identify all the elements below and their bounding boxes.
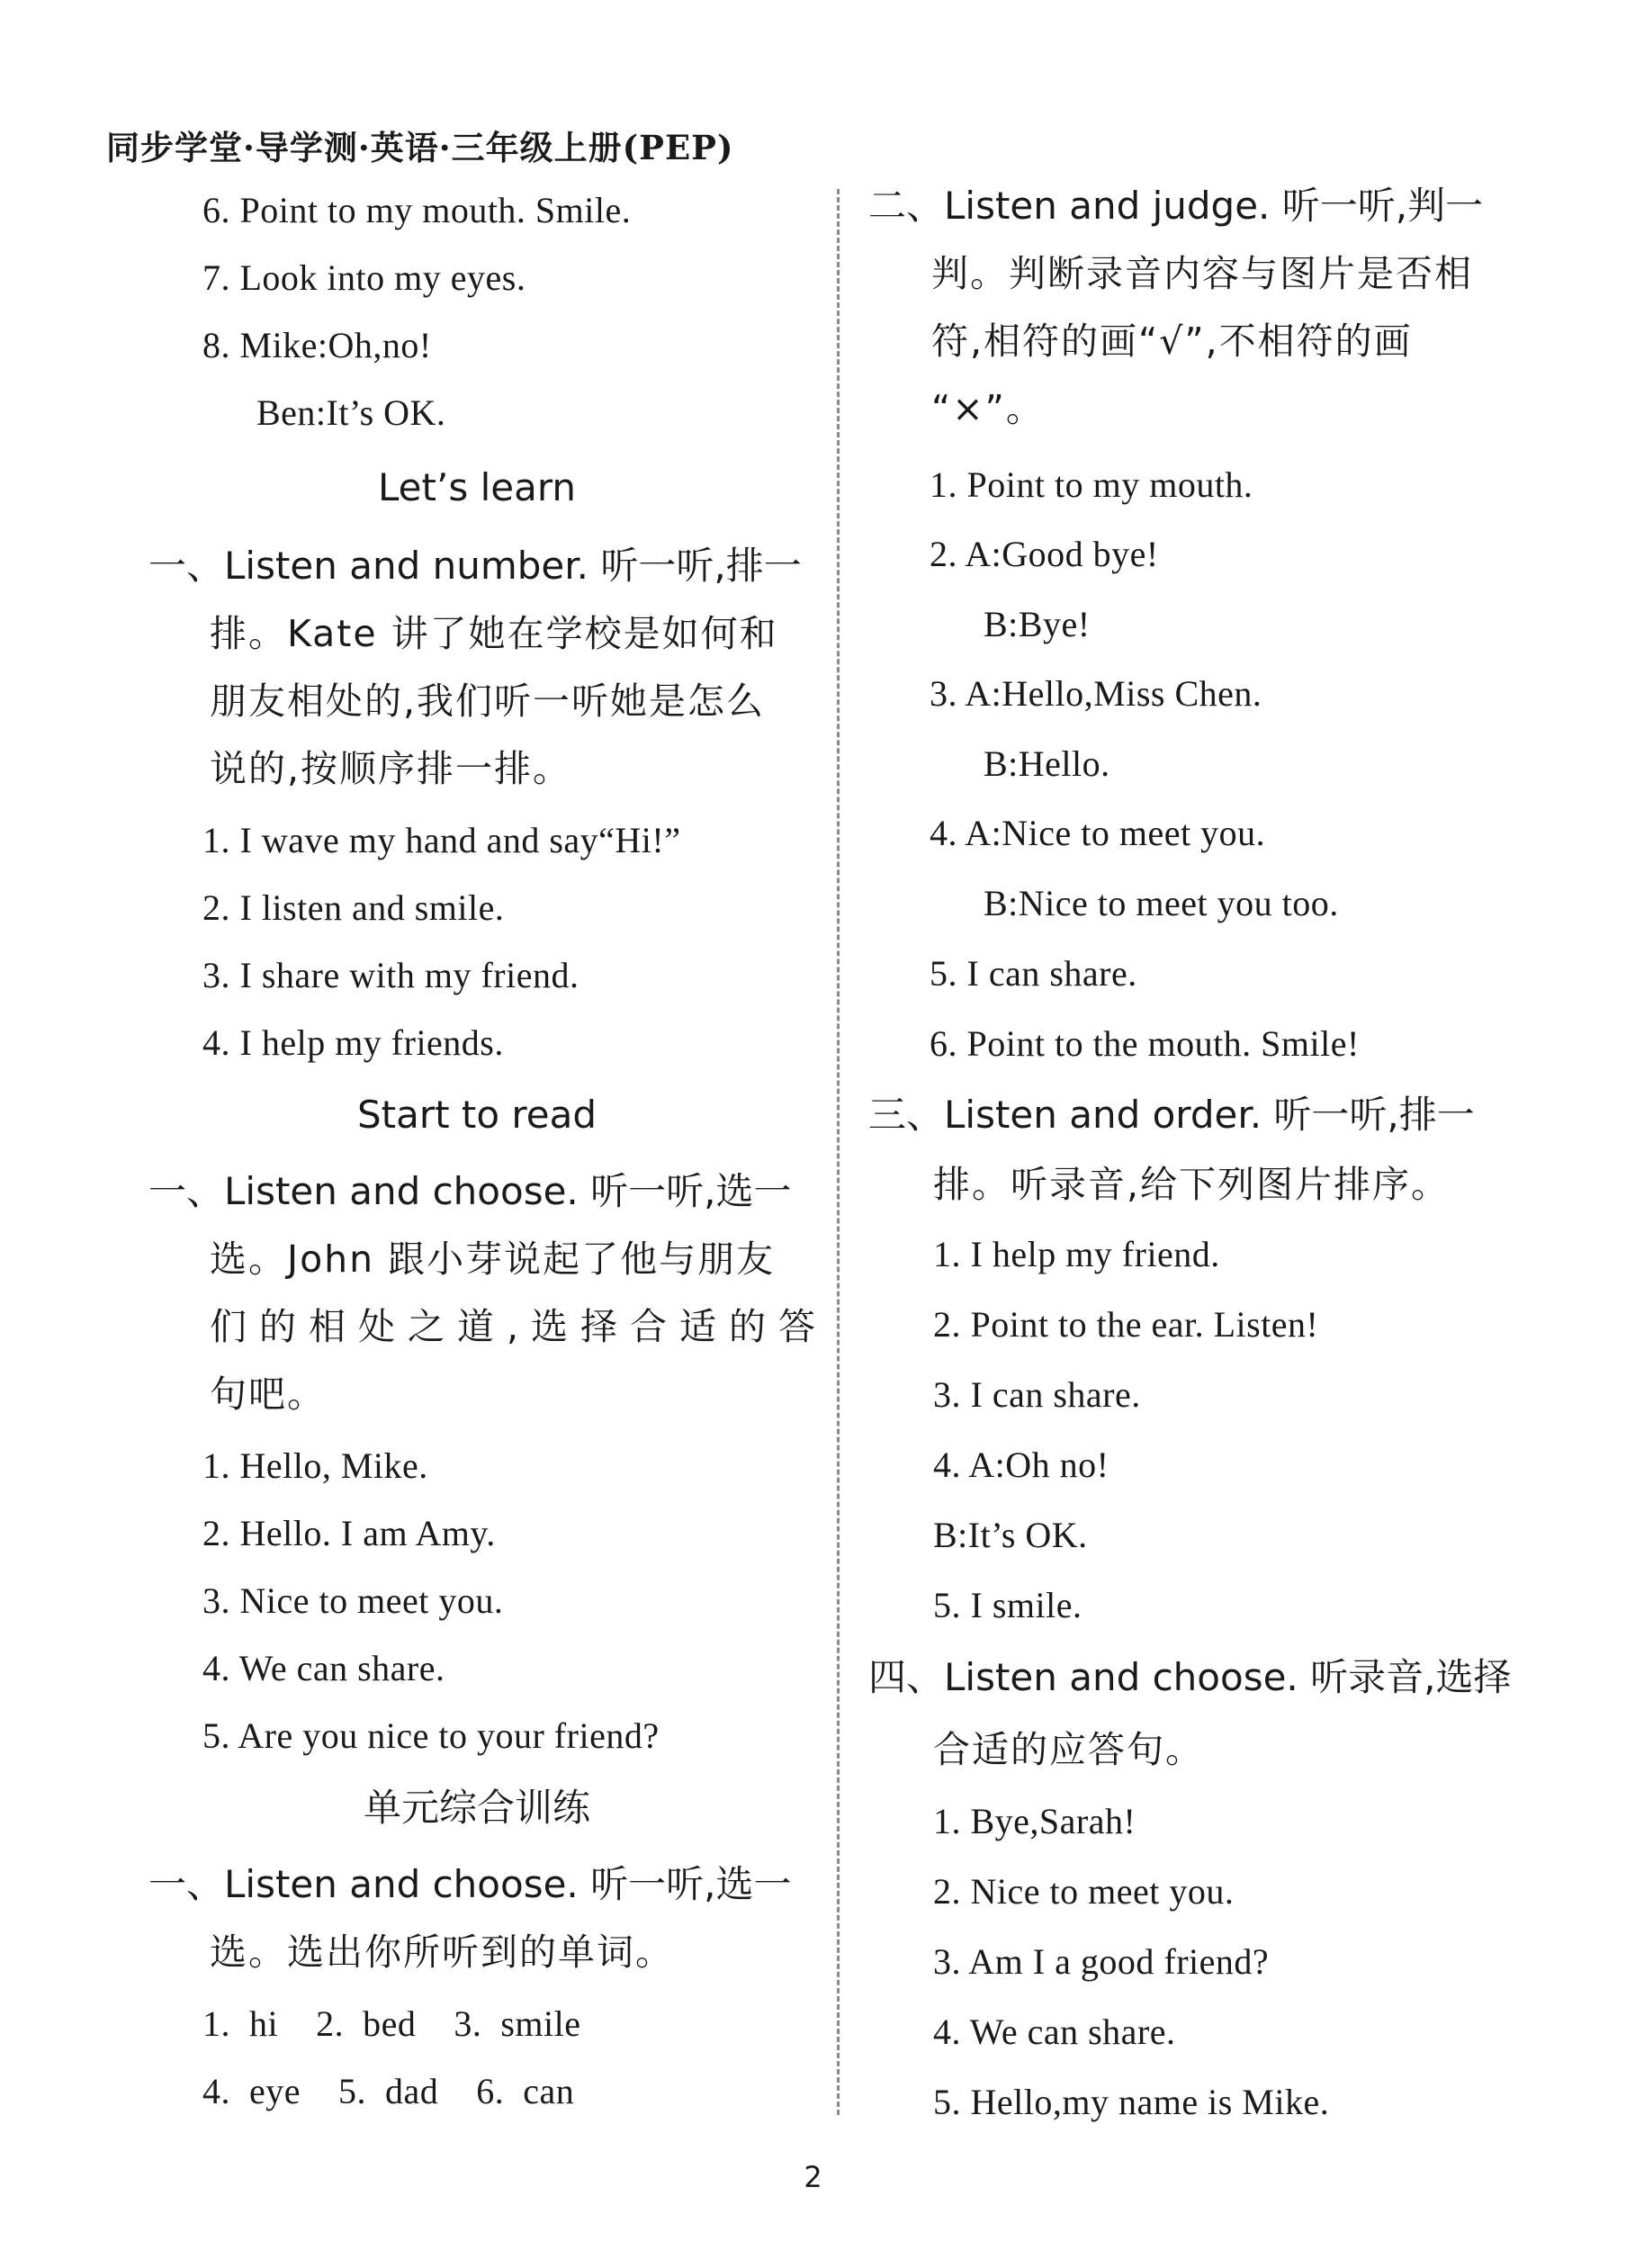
list-item: 4. A:Nice to meet you. bbox=[930, 813, 1266, 853]
list-item: 3. Am I a good friend? bbox=[933, 1941, 1270, 1982]
exercise-description: 选。选出你所听到的单词。 bbox=[210, 1930, 674, 1974]
list-item: B:Hello. bbox=[984, 743, 1110, 784]
list-item: 4. We can share. bbox=[202, 1648, 445, 1688]
list-item: 1. Hello, Mike. bbox=[202, 1445, 428, 1486]
list-item: 4. I help my friends. bbox=[202, 1022, 504, 1063]
exercise-description: 朋友相处的,我们听一听她是怎么 bbox=[210, 680, 766, 723]
exercise-description: 说的,按顺序排一排。 bbox=[210, 747, 572, 790]
exercise-description: 排。Kate 讲了她在学校是如何和 bbox=[210, 612, 778, 655]
list-item: 2. A:Good bye! bbox=[930, 534, 1159, 574]
list-item: 5. I smile. bbox=[933, 1585, 1083, 1625]
page-header: 同步学堂·导学测·英语·三年级上册(PEP) bbox=[106, 128, 734, 167]
page-number: 2 bbox=[804, 2160, 822, 2194]
exercise-description: 选。John 跟小芽说起了他与朋友 bbox=[210, 1238, 776, 1281]
list-item: 3. I share with my friend. bbox=[202, 955, 579, 995]
exercise-title: 三、Listen and order. 听一听,排一 bbox=[868, 1093, 1475, 1137]
list-item: 6. Point to the mouth. Smile! bbox=[930, 1023, 1360, 1064]
exercise-description: “×”。 bbox=[931, 387, 1045, 430]
list-item: 5. I can share. bbox=[930, 953, 1137, 994]
list-item: 4. eye 5. dad 6. can bbox=[202, 2071, 575, 2111]
list-item: 1. Bye,Sarah! bbox=[933, 1801, 1136, 1841]
exercise-title: 一、Listen and number. 听一听,排一 bbox=[148, 544, 802, 588]
section-heading-lets-learn: Let’s learn bbox=[378, 465, 576, 509]
column-divider bbox=[837, 189, 840, 2115]
list-item: B:Nice to meet you too. bbox=[984, 883, 1339, 923]
list-item: B:Bye! bbox=[984, 604, 1091, 644]
exercise-title: 二、Listen and judge. 听一听,判一 bbox=[868, 184, 1484, 228]
section-heading-start-to-read: Start to read bbox=[356, 1093, 597, 1137]
list-item: 1. I help my friend. bbox=[933, 1234, 1220, 1274]
list-item: 5. Hello,my name is Mike. bbox=[933, 2082, 1330, 2122]
list-item: B:It’s OK. bbox=[933, 1515, 1088, 1555]
list-item: 1. hi 2. bed 3. smile bbox=[202, 2003, 581, 2044]
exercise-description: 符,相符的画“√”,不相符的画 bbox=[931, 320, 1413, 363]
section-heading-unit-review: 单元综合训练 bbox=[363, 1786, 590, 1830]
list-item: 5. Are you nice to your friend? bbox=[202, 1715, 660, 1756]
list-item: 2. Point to the ear. Listen! bbox=[933, 1304, 1319, 1345]
list-item: Ben:It’s OK. bbox=[256, 392, 446, 433]
exercise-title: 四、Listen and choose. 听录音,选择 bbox=[868, 1655, 1512, 1699]
list-item: 3. A:Hello,Miss Chen. bbox=[930, 673, 1262, 714]
list-item: 1. I wave my hand and say“Hi!” bbox=[202, 820, 681, 860]
list-item: 4. A:Oh no! bbox=[933, 1444, 1109, 1485]
list-item: 7. Look into my eyes. bbox=[202, 257, 526, 298]
list-item: 2. Hello. I am Amy. bbox=[202, 1513, 496, 1553]
exercise-description: 们的相处之道,选择合适的答 bbox=[210, 1305, 829, 1348]
exercise-description: 句吧。 bbox=[210, 1372, 326, 1416]
list-item: 3. I can share. bbox=[933, 1374, 1141, 1415]
list-item: 6. Point to my mouth. Smile. bbox=[202, 190, 632, 230]
list-item: 1. Point to my mouth. bbox=[930, 464, 1253, 505]
exercise-description: 排。听录音,给下列图片排序。 bbox=[933, 1163, 1451, 1206]
exercise-title: 一、Listen and choose. 听一听,选一 bbox=[148, 1862, 792, 1906]
exercise-title: 一、Listen and choose. 听一听,选一 bbox=[148, 1169, 792, 1213]
list-item: 3. Nice to meet you. bbox=[202, 1580, 504, 1621]
list-item: 2. Nice to meet you. bbox=[933, 1871, 1235, 1912]
exercise-description: 判。判断录音内容与图片是否相 bbox=[931, 252, 1473, 295]
list-item: 4. We can share. bbox=[933, 2012, 1176, 2052]
exercise-description: 合适的应答句。 bbox=[933, 1728, 1204, 1771]
list-item: 2. I listen and smile. bbox=[202, 887, 505, 928]
list-item: 8. Mike:Oh,no! bbox=[202, 325, 432, 365]
